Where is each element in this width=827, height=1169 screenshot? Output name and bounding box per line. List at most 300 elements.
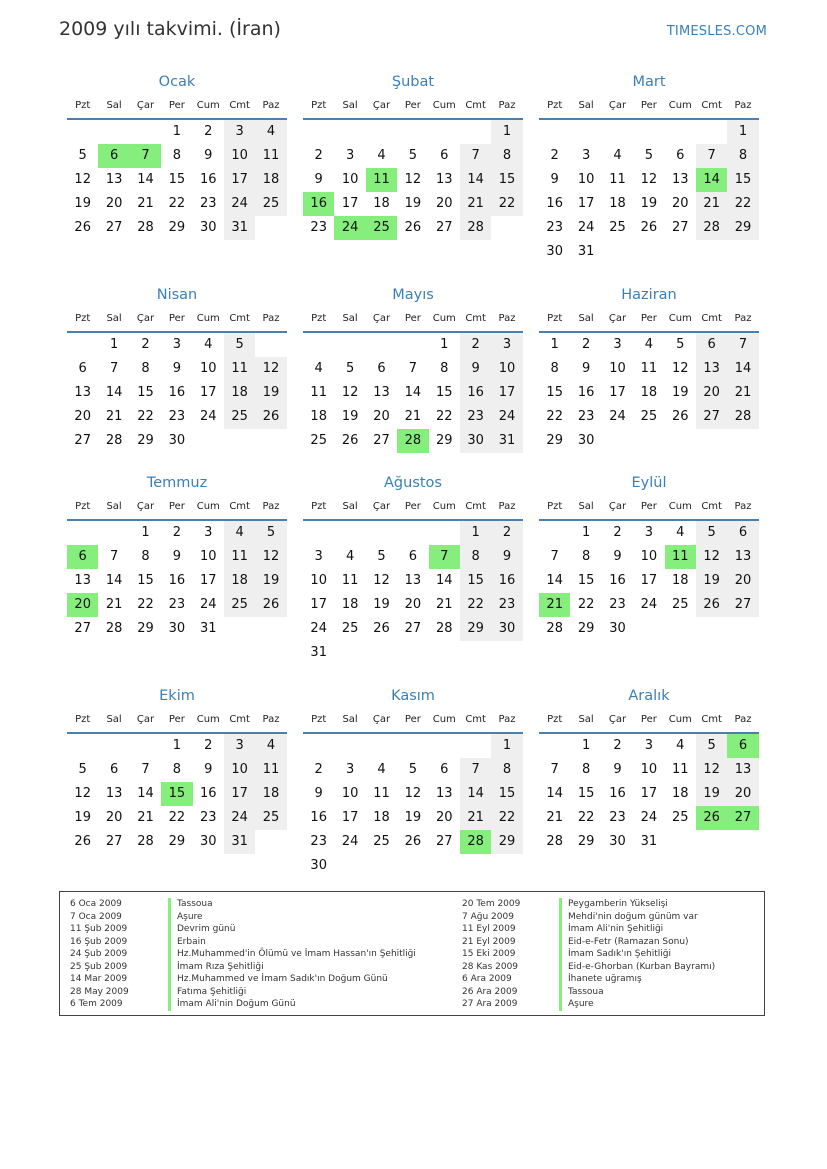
day-cell[interactable]: 16 bbox=[491, 569, 522, 593]
day-cell[interactable]: 6 bbox=[377, 361, 386, 376]
day-cell[interactable]: 13 bbox=[105, 786, 123, 801]
day-cell[interactable]: 18 bbox=[609, 196, 626, 211]
day-cell[interactable]: 23 bbox=[199, 196, 217, 211]
day-cell[interactable]: 8 bbox=[491, 758, 522, 782]
day-cell[interactable]: 20 bbox=[105, 196, 123, 211]
day-cell[interactable]: 15 bbox=[137, 573, 154, 588]
day-cell[interactable]: 29 bbox=[435, 433, 453, 448]
day-cell[interactable]: 5 bbox=[224, 333, 255, 357]
day-cell[interactable]: 12 bbox=[255, 545, 286, 569]
day-cell[interactable]: 26 bbox=[255, 405, 286, 429]
day-cell[interactable]: 23 bbox=[168, 409, 186, 424]
holiday-day-cell[interactable]: 6 bbox=[727, 734, 758, 758]
day-cell[interactable]: 22 bbox=[727, 192, 758, 216]
day-cell[interactable]: 22 bbox=[491, 806, 522, 830]
day-cell[interactable]: 9 bbox=[550, 172, 559, 187]
day-cell[interactable]: 16 bbox=[609, 786, 626, 801]
holiday-day-cell[interactable]: 14 bbox=[696, 168, 727, 192]
day-cell[interactable]: 19 bbox=[696, 782, 727, 806]
day-cell[interactable]: 17 bbox=[640, 573, 658, 588]
day-cell[interactable]: 4 bbox=[377, 762, 386, 777]
day-cell[interactable]: 4 bbox=[255, 734, 286, 758]
day-cell[interactable]: 17 bbox=[609, 385, 626, 400]
day-cell[interactable]: 12 bbox=[404, 172, 422, 187]
day-cell[interactable]: 8 bbox=[581, 762, 591, 777]
day-cell[interactable]: 2 bbox=[141, 337, 150, 352]
day-cell[interactable]: 9 bbox=[613, 762, 622, 777]
day-cell[interactable]: 23 bbox=[460, 405, 491, 429]
day-cell[interactable]: 8 bbox=[141, 549, 150, 564]
day-cell[interactable]: 30 bbox=[199, 834, 217, 849]
day-cell[interactable]: 26 bbox=[74, 834, 91, 849]
day-cell[interactable]: 23 bbox=[546, 220, 563, 235]
day-cell[interactable]: 23 bbox=[491, 593, 522, 617]
day-cell[interactable]: 5 bbox=[345, 361, 355, 376]
day-cell[interactable]: 19 bbox=[640, 196, 658, 211]
day-cell[interactable]: 18 bbox=[671, 573, 689, 588]
day-cell[interactable]: 31 bbox=[577, 244, 595, 259]
holiday-day-cell[interactable]: 7 bbox=[130, 144, 161, 168]
day-cell[interactable]: 13 bbox=[435, 786, 453, 801]
day-cell[interactable]: 16 bbox=[168, 385, 186, 400]
day-cell[interactable]: 2 bbox=[613, 525, 622, 540]
day-cell[interactable]: 3 bbox=[345, 762, 355, 777]
day-cell[interactable]: 2 bbox=[550, 148, 559, 163]
day-cell[interactable]: 25 bbox=[341, 621, 359, 636]
day-cell[interactable]: 11 bbox=[640, 361, 658, 376]
day-cell[interactable]: 17 bbox=[310, 597, 327, 612]
day-cell[interactable]: 12 bbox=[696, 758, 727, 782]
day-cell[interactable]: 18 bbox=[671, 786, 689, 801]
day-cell[interactable]: 24 bbox=[199, 409, 217, 424]
day-cell[interactable]: 13 bbox=[435, 172, 453, 187]
day-cell[interactable]: 1 bbox=[141, 525, 150, 540]
day-cell[interactable]: 15 bbox=[546, 385, 563, 400]
day-cell[interactable]: 29 bbox=[727, 216, 758, 240]
day-cell[interactable]: 9 bbox=[491, 545, 522, 569]
day-cell[interactable]: 15 bbox=[727, 168, 758, 192]
day-cell[interactable]: 28 bbox=[105, 621, 123, 636]
day-cell[interactable]: 11 bbox=[255, 144, 286, 168]
day-cell[interactable]: 23 bbox=[310, 220, 327, 235]
day-cell[interactable]: 1 bbox=[440, 337, 449, 352]
day-cell[interactable]: 20 bbox=[435, 196, 453, 211]
day-cell[interactable]: 24 bbox=[199, 597, 217, 612]
day-cell[interactable]: 17 bbox=[224, 782, 255, 806]
day-cell[interactable]: 15 bbox=[491, 168, 522, 192]
day-cell[interactable]: 28 bbox=[460, 216, 491, 240]
day-cell[interactable]: 19 bbox=[404, 196, 422, 211]
day-cell[interactable]: 13 bbox=[74, 573, 91, 588]
day-cell[interactable]: 27 bbox=[373, 433, 390, 448]
day-cell[interactable]: 2 bbox=[204, 738, 213, 753]
day-cell[interactable]: 7 bbox=[109, 549, 119, 564]
day-cell[interactable]: 1 bbox=[727, 120, 758, 144]
day-cell[interactable]: 8 bbox=[172, 762, 181, 777]
day-cell[interactable]: 27 bbox=[435, 220, 453, 235]
holiday-day-cell[interactable]: 11 bbox=[366, 168, 397, 192]
day-cell[interactable]: 6 bbox=[440, 148, 449, 163]
day-cell[interactable]: 18 bbox=[255, 782, 286, 806]
day-cell[interactable]: 17 bbox=[341, 810, 359, 825]
day-cell[interactable]: 1 bbox=[109, 337, 119, 352]
day-cell[interactable]: 25 bbox=[224, 593, 255, 617]
day-cell[interactable]: 26 bbox=[373, 621, 390, 636]
day-cell[interactable]: 19 bbox=[255, 569, 286, 593]
day-cell[interactable]: 11 bbox=[671, 762, 689, 777]
day-cell[interactable]: 22 bbox=[435, 409, 453, 424]
day-cell[interactable]: 4 bbox=[377, 148, 386, 163]
day-cell[interactable]: 2 bbox=[314, 762, 323, 777]
day-cell[interactable]: 18 bbox=[224, 381, 255, 405]
day-cell[interactable]: 23 bbox=[609, 810, 626, 825]
day-cell[interactable]: 8 bbox=[141, 361, 150, 376]
day-cell[interactable]: 28 bbox=[546, 834, 563, 849]
day-cell[interactable]: 22 bbox=[546, 409, 563, 424]
day-cell[interactable]: 29 bbox=[168, 834, 186, 849]
day-cell[interactable]: 21 bbox=[105, 597, 123, 612]
holiday-day-cell[interactable]: 28 bbox=[460, 830, 491, 854]
day-cell[interactable]: 8 bbox=[491, 144, 522, 168]
day-cell[interactable]: 19 bbox=[341, 409, 359, 424]
day-cell[interactable]: 7 bbox=[550, 549, 559, 564]
day-cell[interactable]: 29 bbox=[168, 220, 186, 235]
day-cell[interactable]: 1 bbox=[491, 734, 522, 758]
day-cell[interactable]: 5 bbox=[644, 148, 653, 163]
day-cell[interactable]: 11 bbox=[224, 357, 255, 381]
day-cell[interactable]: 16 bbox=[460, 381, 491, 405]
day-cell[interactable]: 16 bbox=[546, 196, 563, 211]
day-cell[interactable]: 18 bbox=[640, 385, 658, 400]
day-cell[interactable]: 20 bbox=[404, 597, 422, 612]
day-cell[interactable]: 16 bbox=[577, 385, 595, 400]
day-cell[interactable]: 4 bbox=[224, 521, 255, 545]
day-cell[interactable]: 29 bbox=[460, 617, 491, 641]
day-cell[interactable]: 18 bbox=[310, 409, 327, 424]
day-cell[interactable]: 8 bbox=[727, 144, 758, 168]
day-cell[interactable]: 1 bbox=[460, 521, 491, 545]
holiday-day-cell[interactable]: 21 bbox=[539, 593, 570, 617]
day-cell[interactable]: 21 bbox=[460, 806, 491, 830]
day-cell[interactable]: 4 bbox=[613, 148, 622, 163]
day-cell[interactable]: 4 bbox=[314, 361, 323, 376]
day-cell[interactable]: 17 bbox=[577, 196, 595, 211]
day-cell[interactable]: 25 bbox=[310, 433, 327, 448]
day-cell[interactable]: 20 bbox=[727, 782, 758, 806]
day-cell[interactable]: 1 bbox=[550, 337, 559, 352]
day-cell[interactable]: 18 bbox=[255, 168, 286, 192]
day-cell[interactable]: 23 bbox=[577, 409, 595, 424]
day-cell[interactable]: 17 bbox=[199, 573, 217, 588]
day-cell[interactable]: 20 bbox=[696, 381, 727, 405]
day-cell[interactable]: 21 bbox=[137, 810, 154, 825]
day-cell[interactable]: 9 bbox=[581, 361, 591, 376]
day-cell[interactable]: 30 bbox=[491, 617, 522, 641]
day-cell[interactable]: 3 bbox=[581, 148, 591, 163]
day-cell[interactable]: 10 bbox=[199, 361, 217, 376]
day-cell[interactable]: 2 bbox=[314, 148, 323, 163]
day-cell[interactable]: 12 bbox=[671, 361, 689, 376]
day-cell[interactable]: 28 bbox=[137, 834, 154, 849]
day-cell[interactable]: 14 bbox=[137, 172, 154, 187]
day-cell[interactable]: 22 bbox=[168, 196, 186, 211]
day-cell[interactable]: 14 bbox=[727, 357, 758, 381]
day-cell[interactable]: 13 bbox=[696, 357, 727, 381]
day-cell[interactable]: 30 bbox=[609, 621, 626, 636]
day-cell[interactable]: 12 bbox=[640, 172, 658, 187]
day-cell[interactable]: 30 bbox=[460, 429, 491, 453]
day-cell[interactable]: 3 bbox=[644, 525, 653, 540]
day-cell[interactable]: 31 bbox=[199, 621, 217, 636]
day-cell[interactable]: 5 bbox=[408, 762, 417, 777]
day-cell[interactable]: 10 bbox=[491, 357, 522, 381]
day-cell[interactable]: 28 bbox=[137, 220, 154, 235]
day-cell[interactable]: 15 bbox=[137, 385, 154, 400]
day-cell[interactable]: 16 bbox=[310, 810, 327, 825]
day-cell[interactable]: 26 bbox=[696, 593, 727, 617]
day-cell[interactable]: 25 bbox=[373, 834, 390, 849]
day-cell[interactable]: 29 bbox=[577, 834, 595, 849]
day-cell[interactable]: 15 bbox=[460, 569, 491, 593]
day-cell[interactable]: 28 bbox=[546, 621, 563, 636]
day-cell[interactable]: 11 bbox=[310, 385, 327, 400]
day-cell[interactable]: 29 bbox=[546, 433, 563, 448]
day-cell[interactable]: 15 bbox=[577, 573, 595, 588]
day-cell[interactable]: 24 bbox=[224, 806, 255, 830]
day-cell[interactable]: 12 bbox=[373, 573, 390, 588]
day-cell[interactable]: 20 bbox=[671, 196, 689, 211]
day-cell[interactable]: 31 bbox=[224, 216, 255, 240]
day-cell[interactable]: 11 bbox=[255, 758, 286, 782]
holiday-day-cell[interactable]: 6 bbox=[67, 545, 98, 569]
day-cell[interactable]: 8 bbox=[440, 361, 449, 376]
day-cell[interactable]: 7 bbox=[460, 758, 491, 782]
day-cell[interactable]: 13 bbox=[404, 573, 422, 588]
day-cell[interactable]: 4 bbox=[204, 337, 213, 352]
day-cell[interactable]: 5 bbox=[676, 337, 685, 352]
day-cell[interactable]: 16 bbox=[199, 786, 217, 801]
day-cell[interactable]: 12 bbox=[74, 786, 91, 801]
day-cell[interactable]: 12 bbox=[74, 172, 91, 187]
day-cell[interactable]: 27 bbox=[74, 433, 91, 448]
day-cell[interactable]: 25 bbox=[640, 409, 658, 424]
day-cell[interactable]: 4 bbox=[345, 549, 355, 564]
day-cell[interactable]: 13 bbox=[373, 385, 390, 400]
day-cell[interactable]: 30 bbox=[168, 433, 186, 448]
day-cell[interactable]: 14 bbox=[105, 573, 123, 588]
day-cell[interactable]: 5 bbox=[78, 148, 87, 163]
day-cell[interactable]: 5 bbox=[696, 521, 727, 545]
day-cell[interactable]: 9 bbox=[204, 148, 213, 163]
holiday-day-cell[interactable]: 16 bbox=[303, 192, 334, 216]
day-cell[interactable]: 27 bbox=[435, 834, 453, 849]
day-cell[interactable]: 6 bbox=[78, 361, 87, 376]
holiday-day-cell[interactable]: 26 bbox=[696, 806, 727, 830]
day-cell[interactable]: 17 bbox=[341, 196, 359, 211]
day-cell[interactable]: 16 bbox=[199, 172, 217, 187]
day-cell[interactable]: 21 bbox=[727, 381, 758, 405]
day-cell[interactable]: 3 bbox=[172, 337, 181, 352]
day-cell[interactable]: 30 bbox=[609, 834, 626, 849]
day-cell[interactable]: 1 bbox=[581, 525, 591, 540]
day-cell[interactable]: 2 bbox=[172, 525, 181, 540]
day-cell[interactable]: 11 bbox=[373, 786, 390, 801]
day-cell[interactable]: 13 bbox=[74, 385, 91, 400]
day-cell[interactable]: 1 bbox=[172, 124, 181, 139]
day-cell[interactable]: 7 bbox=[141, 762, 150, 777]
day-cell[interactable]: 14 bbox=[460, 168, 491, 192]
day-cell[interactable]: 3 bbox=[491, 333, 522, 357]
holiday-day-cell[interactable]: 7 bbox=[429, 545, 460, 569]
day-cell[interactable]: 22 bbox=[137, 409, 154, 424]
day-cell[interactable]: 9 bbox=[204, 762, 213, 777]
day-cell[interactable]: 12 bbox=[696, 545, 727, 569]
day-cell[interactable]: 21 bbox=[546, 810, 563, 825]
day-cell[interactable]: 10 bbox=[640, 762, 658, 777]
day-cell[interactable]: 9 bbox=[613, 549, 622, 564]
day-cell[interactable]: 4 bbox=[676, 738, 685, 753]
day-cell[interactable]: 17 bbox=[224, 168, 255, 192]
holiday-day-cell[interactable]: 24 bbox=[334, 216, 365, 240]
holiday-day-cell[interactable]: 28 bbox=[397, 429, 428, 453]
day-cell[interactable]: 25 bbox=[671, 810, 689, 825]
day-cell[interactable]: 15 bbox=[491, 782, 522, 806]
day-cell[interactable]: 31 bbox=[491, 429, 522, 453]
day-cell[interactable]: 10 bbox=[341, 786, 359, 801]
day-cell[interactable]: 23 bbox=[609, 597, 626, 612]
day-cell[interactable]: 18 bbox=[341, 597, 359, 612]
day-cell[interactable]: 14 bbox=[404, 385, 422, 400]
day-cell[interactable]: 24 bbox=[640, 597, 658, 612]
day-cell[interactable]: 19 bbox=[255, 381, 286, 405]
day-cell[interactable]: 5 bbox=[78, 762, 87, 777]
day-cell[interactable]: 15 bbox=[577, 786, 595, 801]
day-cell[interactable]: 16 bbox=[609, 573, 626, 588]
day-cell[interactable]: 8 bbox=[460, 545, 491, 569]
day-cell[interactable]: 17 bbox=[640, 786, 658, 801]
day-cell[interactable]: 30 bbox=[199, 220, 217, 235]
day-cell[interactable]: 22 bbox=[577, 810, 595, 825]
day-cell[interactable]: 14 bbox=[435, 573, 453, 588]
day-cell[interactable]: 27 bbox=[74, 621, 91, 636]
day-cell[interactable]: 2 bbox=[613, 738, 622, 753]
day-cell[interactable]: 26 bbox=[404, 220, 422, 235]
day-cell[interactable]: 30 bbox=[168, 621, 186, 636]
day-cell[interactable]: 20 bbox=[373, 409, 390, 424]
day-cell[interactable]: 18 bbox=[373, 810, 390, 825]
day-cell[interactable]: 18 bbox=[373, 196, 390, 211]
day-cell[interactable]: 27 bbox=[671, 220, 689, 235]
day-cell[interactable]: 31 bbox=[224, 830, 255, 854]
day-cell[interactable]: 11 bbox=[341, 573, 359, 588]
holiday-day-cell[interactable]: 11 bbox=[665, 545, 696, 569]
day-cell[interactable]: 23 bbox=[168, 597, 186, 612]
day-cell[interactable]: 28 bbox=[727, 405, 758, 429]
day-cell[interactable]: 15 bbox=[168, 172, 186, 187]
day-cell[interactable]: 1 bbox=[172, 738, 181, 753]
day-cell[interactable]: 22 bbox=[577, 597, 595, 612]
day-cell[interactable]: 13 bbox=[671, 172, 689, 187]
day-cell[interactable]: 24 bbox=[341, 834, 359, 849]
day-cell[interactable]: 19 bbox=[671, 385, 689, 400]
day-cell[interactable]: 27 bbox=[404, 621, 422, 636]
day-cell[interactable]: 10 bbox=[341, 172, 359, 187]
day-cell[interactable]: 20 bbox=[105, 810, 123, 825]
day-cell[interactable]: 20 bbox=[435, 810, 453, 825]
day-cell[interactable]: 12 bbox=[341, 385, 359, 400]
holiday-day-cell[interactable]: 27 bbox=[727, 806, 758, 830]
day-cell[interactable]: 5 bbox=[696, 734, 727, 758]
day-cell[interactable]: 29 bbox=[137, 433, 154, 448]
day-cell[interactable]: 12 bbox=[404, 786, 422, 801]
day-cell[interactable]: 19 bbox=[696, 569, 727, 593]
day-cell[interactable]: 10 bbox=[609, 361, 626, 376]
day-cell[interactable]: 13 bbox=[105, 172, 123, 187]
day-cell[interactable]: 27 bbox=[696, 405, 727, 429]
day-cell[interactable]: 16 bbox=[168, 573, 186, 588]
day-cell[interactable]: 9 bbox=[314, 786, 323, 801]
day-cell[interactable]: 7 bbox=[109, 361, 119, 376]
holiday-day-cell[interactable]: 15 bbox=[161, 782, 192, 806]
day-cell[interactable]: 23 bbox=[310, 834, 327, 849]
day-cell[interactable]: 24 bbox=[577, 220, 595, 235]
day-cell[interactable]: 12 bbox=[255, 357, 286, 381]
day-cell[interactable]: 24 bbox=[609, 409, 626, 424]
day-cell[interactable]: 3 bbox=[204, 525, 213, 540]
day-cell[interactable]: 10 bbox=[224, 144, 255, 168]
day-cell[interactable]: 19 bbox=[404, 810, 422, 825]
day-cell[interactable]: 13 bbox=[727, 545, 758, 569]
day-cell[interactable]: 27 bbox=[105, 220, 123, 235]
day-cell[interactable]: 21 bbox=[460, 192, 491, 216]
day-cell[interactable]: 31 bbox=[310, 645, 327, 660]
day-cell[interactable]: 3 bbox=[224, 734, 255, 758]
day-cell[interactable]: 4 bbox=[676, 525, 685, 540]
day-cell[interactable]: 2 bbox=[491, 521, 522, 545]
day-cell[interactable]: 26 bbox=[255, 593, 286, 617]
day-cell[interactable]: 28 bbox=[105, 433, 123, 448]
day-cell[interactable]: 14 bbox=[137, 786, 154, 801]
day-cell[interactable]: 7 bbox=[408, 361, 417, 376]
day-cell[interactable]: 28 bbox=[696, 216, 727, 240]
day-cell[interactable]: 19 bbox=[373, 597, 390, 612]
day-cell[interactable]: 6 bbox=[408, 549, 417, 564]
day-cell[interactable]: 22 bbox=[137, 597, 154, 612]
day-cell[interactable]: 9 bbox=[172, 361, 181, 376]
day-cell[interactable]: 14 bbox=[546, 573, 563, 588]
day-cell[interactable]: 2 bbox=[460, 333, 491, 357]
day-cell[interactable]: 5 bbox=[377, 549, 386, 564]
day-cell[interactable]: 21 bbox=[404, 409, 422, 424]
day-cell[interactable]: 21 bbox=[137, 196, 154, 211]
day-cell[interactable]: 6 bbox=[696, 333, 727, 357]
day-cell[interactable]: 8 bbox=[581, 549, 591, 564]
brand-link[interactable]: TIMESLES.COM bbox=[666, 24, 767, 39]
day-cell[interactable]: 8 bbox=[550, 361, 559, 376]
day-cell[interactable]: 25 bbox=[224, 405, 255, 429]
day-cell[interactable]: 11 bbox=[224, 545, 255, 569]
day-cell[interactable]: 6 bbox=[676, 148, 685, 163]
day-cell[interactable]: 19 bbox=[74, 196, 91, 211]
day-cell[interactable]: 3 bbox=[224, 120, 255, 144]
day-cell[interactable]: 24 bbox=[491, 405, 522, 429]
day-cell[interactable]: 23 bbox=[199, 810, 217, 825]
day-cell[interactable]: 1 bbox=[581, 738, 591, 753]
day-cell[interactable]: 15 bbox=[435, 385, 453, 400]
day-cell[interactable]: 9 bbox=[460, 357, 491, 381]
day-cell[interactable]: 7 bbox=[550, 762, 559, 777]
day-cell[interactable]: 26 bbox=[640, 220, 658, 235]
